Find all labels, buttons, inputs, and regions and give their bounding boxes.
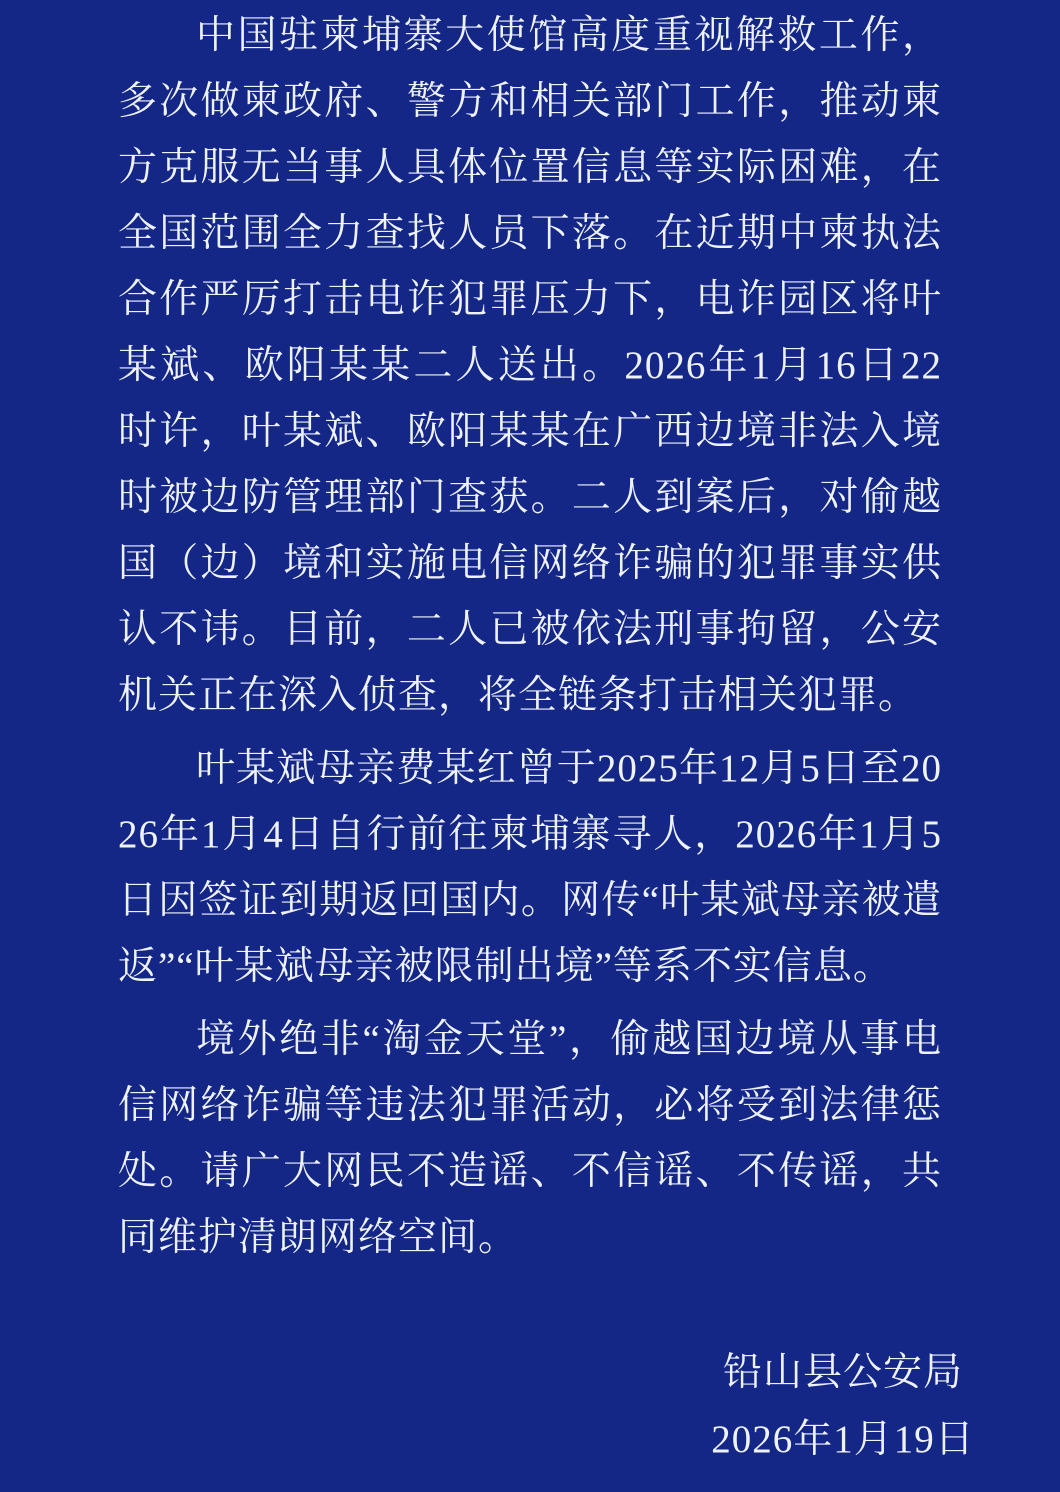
issue-date: 2026年1月19日 <box>711 1418 975 1461</box>
signature-block <box>698 1339 988 1473</box>
issuing-agency: 铅山县公安局 <box>722 1351 963 1394</box>
notice-paragraph-rescue-and-arrest: 中国驻柬埔寨大使馆高度重视解救工作，多次做柬政府、警方和相关部门工作，推动柬方克服无当事人具体位置信息等实际困难，在全国范围全力查找人员下落。在近期中柬执法合作严厉打击电诈犯罪压力下，电诈园区将叶某斌、欧阳某某二人送出。2026年1月16日22时许，叶某斌、欧阳某某在广西边境非法入境时被边防管理部门查获。二人到案后，对偷越国（边）境和实施电信网络诈骗的犯罪事实供认不讳。目前，二人已被依法刑事拘留，公安机关正在深入侦查，将全链条打击相关犯罪。 <box>118 14 942 717</box>
notice-paragraph-mother-rumor-clarification: 叶某斌母亲费某红曾于2025年12月5日至2026年1月4日自行前往柬埔寨寻人，2026年1月5日因签证到期返回国内。网传“叶某斌母亲被遣返”“叶某斌母亲被限制出境”等系不实信息。 <box>118 747 942 988</box>
notice-paragraph-warning: 境外绝非“淘金天堂”，偷越国边境从事电信网络诈骗等违法犯罪活动，必将受到法律惩处。请广大网民不造谣、不信谣、不传谣，共同维护清朗网络空间。 <box>118 1018 942 1259</box>
police-notice <box>118 0 975 1473</box>
